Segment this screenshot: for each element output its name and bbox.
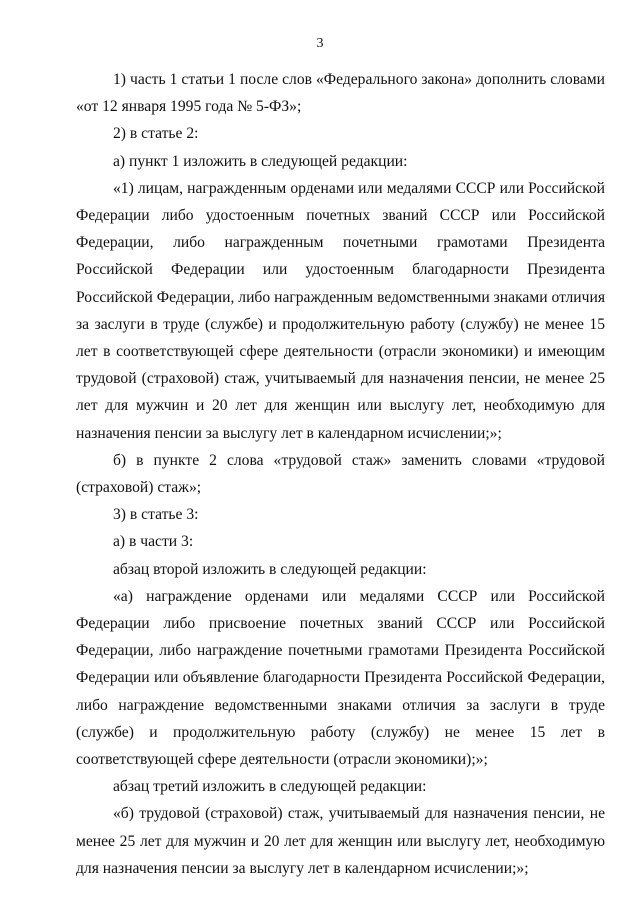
paragraph-article-2-heading: 2) в статье 2:	[113, 125, 199, 143]
document-body	[76, 66, 605, 882]
paragraph-quoted-item-b: «б) трудовой (страховой) стаж, учитываемый для назначения пенсии, не менее 25 лет для мужчин и 20 лет для женщин или выслугу лет, необходимую для назначения пенсии за выслугу лет в календарном исчислении;»;	[76, 805, 605, 877]
paragraph-third-abzac-heading: абзац третий изложить в следующей редакции:	[113, 778, 427, 796]
paragraph-quoted-item-a: «а) награждение орденами или медалями СССР или Российской Федерации либо присвоение почетных званий СССР или Российской Федерации, либо награждение почетными грамотами Президента Российской Федерации или объявление благодарности Президента Российской Федерации, либо награждение ведомственными знаками отличия за заслуги в труде (службе) и продолжительную работу (службу) не менее 15 лет в соответствующей сфере деятельности (отрасли экономики);»;	[76, 587, 605, 769]
paragraph-item-b-point-2: б) в пункте 2 слова «трудовой стаж» заменить словами «трудовой (страховой) стаж»;	[76, 451, 605, 497]
paragraph-article-3-heading: 3) в статье 3:	[113, 506, 199, 524]
paragraph-second-abzac-heading: абзац второй изложить в следующей редакции:	[113, 560, 427, 578]
paragraph-item-a-part-3: а) в части 3:	[113, 533, 194, 551]
page-number: 3	[316, 36, 324, 51]
paragraph-amend-article-1: 1) часть 1 статьи 1 после слов «Федерального закона» дополнить словами «от 12 января 1995 года № 5-ФЗ»;	[76, 71, 605, 116]
paragraph-item-a-point-1: а) пункт 1 изложить в следующей редакции:	[113, 152, 408, 170]
paragraph-quoted-point-1: «1) лицам, награжденным орденами или медалями СССР или Российской Федерации либо удостоенным почетных званий СССР или Российской Федерации, либо награжденным почетными грамотами Президента Российской Федерации или удостоенным благодарности Президента Российской Федерации, либо награжденным ведомственными знаками отличия за заслуги в труде (службе) и продолжительную работу (службу) не менее 15 лет в соответствующей сфере деятельности (отрасли экономики) и имеющим трудовой (страховой) стаж, учитываемый для назначения пенсии, не менее 25 лет для мужчин и 20 лет для женщин или выслугу лет, необходимую для назначения пенсии за выслугу лет в календарном исчислении;»;	[76, 179, 605, 442]
